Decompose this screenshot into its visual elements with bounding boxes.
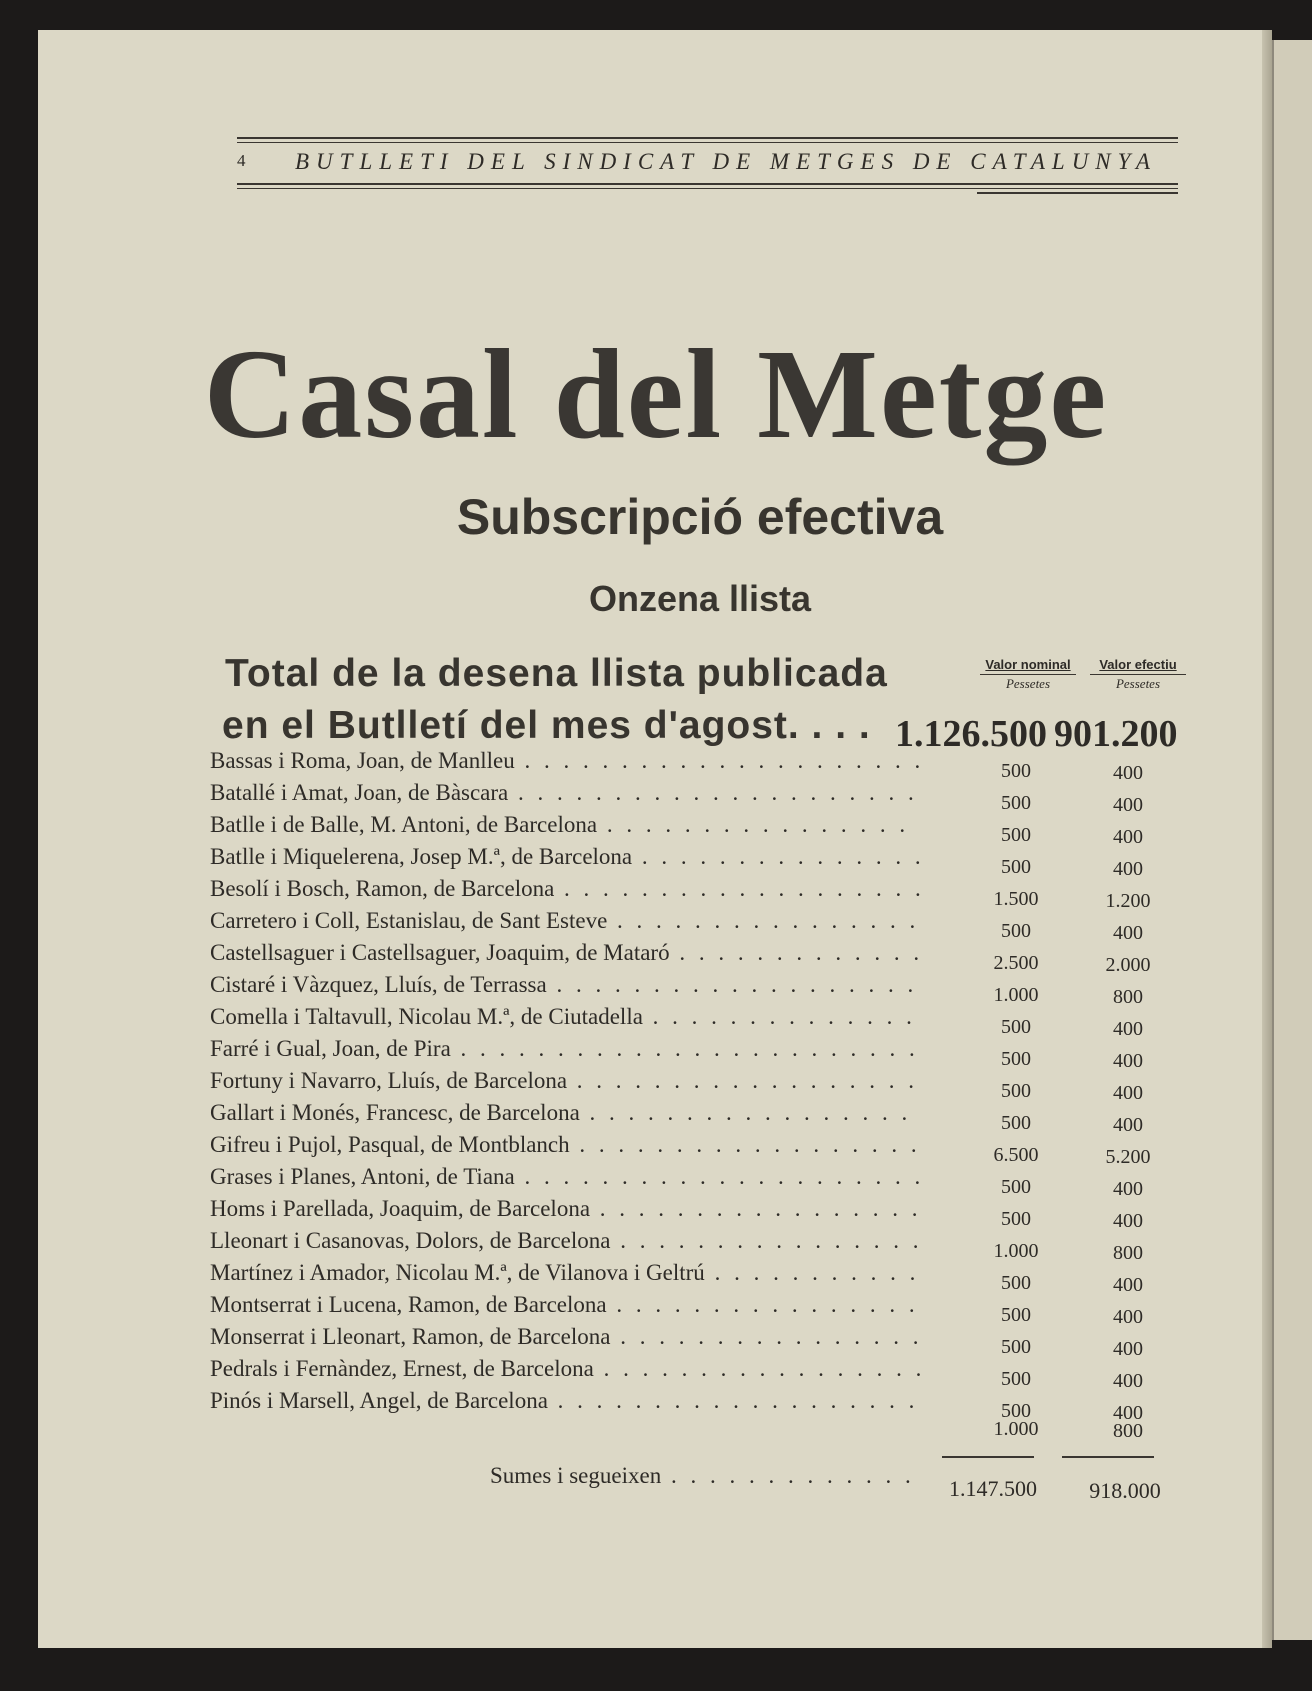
nominal-value: 500 bbox=[1001, 760, 1031, 782]
effective-value: 400 bbox=[1113, 1114, 1143, 1136]
subscriber-name: Comella i Taltavull, Nicolau M.ª, de Ciutadella . . . bbox=[210, 1004, 920, 1030]
list-item bbox=[210, 1068, 1190, 1104]
sum-rule-effective bbox=[1062, 1456, 1154, 1458]
previous-total-nominal: 1.126.500 bbox=[895, 713, 1047, 755]
nominal-header-label: Valor nominal bbox=[985, 657, 1071, 672]
list-item bbox=[210, 1164, 1190, 1200]
list-item-trailing-values bbox=[210, 1418, 1190, 1442]
nominal-value: 500 bbox=[1001, 1112, 1031, 1134]
header-rule bbox=[237, 142, 1178, 143]
subscriber-name: Besolí i Bosch, Ramon, de Barcelona . . . bbox=[210, 876, 920, 902]
effective-value: 400 bbox=[1113, 1082, 1143, 1104]
nominal-value: 500 bbox=[1001, 1368, 1031, 1390]
effective-value: 400 bbox=[1113, 1402, 1143, 1424]
list-item bbox=[210, 748, 1190, 784]
subscriber-name: Cistaré i Vàzquez, Lluís, de Terrassa . . . bbox=[210, 972, 920, 998]
subscriber-name: Batlle i Miquelerena, Josep M.ª, de Barcelona . . . bbox=[210, 844, 920, 870]
nominal-unit-label: Pessetes bbox=[980, 674, 1076, 692]
subtitle: Subscripció efectiva bbox=[456, 489, 944, 545]
list-item bbox=[210, 812, 1190, 848]
previous-total-effective: 901.200 bbox=[1054, 713, 1178, 755]
effective-unit-label: Pessetes bbox=[1090, 674, 1186, 692]
nominal-value: 1.000 bbox=[993, 1418, 1039, 1440]
list-item bbox=[210, 940, 1190, 976]
totals-effective: 918.000 bbox=[1089, 1478, 1161, 1503]
effective-value: 400 bbox=[1113, 858, 1143, 880]
list-item bbox=[210, 1100, 1190, 1136]
effective-value: 800 bbox=[1113, 1420, 1143, 1442]
list-item bbox=[210, 1260, 1190, 1296]
subscriber-name: Lleonart i Casanovas, Dolors, de Barcelona . . . bbox=[210, 1228, 920, 1254]
sum-rule-nominal bbox=[942, 1456, 1034, 1458]
nominal-value: 500 bbox=[1001, 1272, 1031, 1294]
subscriber-name: Pedrals i Fernàndez, Ernest, de Barcelona . . . bbox=[210, 1356, 920, 1382]
effective-value: 400 bbox=[1113, 826, 1143, 848]
subscriber-name: Carretero i Coll, Estanislau, de Sant Esteve . . . bbox=[210, 908, 920, 934]
page-number: 4 bbox=[237, 151, 246, 170]
list-item bbox=[210, 844, 1190, 880]
effective-value: 5.200 bbox=[1105, 1146, 1151, 1168]
next-page-edge bbox=[1272, 40, 1312, 1640]
header-rule bbox=[237, 137, 1178, 139]
subscriber-name: Batlle i de Balle, M. Antoni, de Barcelona . . . bbox=[210, 812, 920, 838]
effective-value: 800 bbox=[1113, 986, 1143, 1008]
effective-value: 400 bbox=[1113, 1274, 1143, 1296]
subscriber-name: Martínez i Amador, Nicolau M.ª, de Vilanova i Geltrú . . . bbox=[210, 1260, 920, 1286]
effective-value: 400 bbox=[1113, 762, 1143, 784]
subscriber-list bbox=[210, 748, 1190, 1442]
subscriber-name: Pinós i Marsell, Angel, de Barcelona . . . bbox=[210, 1388, 920, 1414]
subscriber-name: Gallart i Monés, Francesc, de Barcelona . . . bbox=[210, 1100, 920, 1126]
nominal-value: 500 bbox=[1001, 1016, 1031, 1038]
subscriber-name: Monserrat i Lleonart, Ramon, de Barcelona . . . bbox=[210, 1324, 920, 1350]
subscriber-name: Montserrat i Lucena, Ramon, de Barcelona . . . bbox=[210, 1292, 920, 1318]
effective-column-header bbox=[1090, 657, 1186, 692]
list-item bbox=[210, 908, 1190, 944]
list-item bbox=[210, 1196, 1190, 1232]
header-rule bbox=[977, 192, 1178, 194]
nominal-value: 500 bbox=[1001, 1048, 1031, 1070]
effective-value: 400 bbox=[1113, 1306, 1143, 1328]
list-item bbox=[210, 1132, 1190, 1168]
nominal-value: 500 bbox=[1001, 824, 1031, 846]
nominal-value: 500 bbox=[1001, 920, 1031, 942]
list-item bbox=[210, 1324, 1190, 1360]
nominal-value: 500 bbox=[1001, 792, 1031, 814]
totals-label: Sumes i segueixen . . . bbox=[490, 1463, 920, 1489]
page-title: Casal del Metge bbox=[203, 323, 1109, 465]
list-item bbox=[210, 1356, 1190, 1392]
list-item bbox=[210, 972, 1190, 1008]
subscriber-name: Grases i Planes, Antoni, de Tiana . . . bbox=[210, 1164, 920, 1190]
list-title: Onzena llista bbox=[588, 578, 812, 619]
effective-value: 400 bbox=[1113, 794, 1143, 816]
nominal-value: 6.500 bbox=[993, 1144, 1039, 1166]
subscriber-name: Bassas i Roma, Joan, de Manlleu . . . bbox=[210, 748, 920, 774]
effective-value: 2.000 bbox=[1105, 954, 1151, 976]
effective-value: 1.200 bbox=[1105, 890, 1151, 912]
effective-value: 400 bbox=[1113, 1370, 1143, 1392]
nominal-value: 500 bbox=[1001, 856, 1031, 878]
effective-value: 800 bbox=[1113, 1242, 1143, 1264]
list-item bbox=[210, 876, 1190, 912]
effective-value: 400 bbox=[1113, 1178, 1143, 1200]
effective-value: 400 bbox=[1113, 1210, 1143, 1232]
subscriber-name: Fortuny i Navarro, Lluís, de Barcelona . . . bbox=[210, 1068, 920, 1094]
effective-value: 400 bbox=[1113, 1338, 1143, 1360]
nominal-value: 1.000 bbox=[993, 984, 1039, 1006]
totals-nominal: 1.147.500 bbox=[949, 1476, 1037, 1501]
subscriber-name: Farré i Gual, Joan, de Pira . . . bbox=[210, 1036, 920, 1062]
nominal-value: 2.500 bbox=[993, 952, 1039, 974]
effective-value: 400 bbox=[1113, 922, 1143, 944]
subscriber-name: Castellsaguer i Castellsaguer, Joaquim, de Mataró . . . bbox=[210, 940, 920, 966]
nominal-value: 500 bbox=[1001, 1176, 1031, 1198]
list-item bbox=[210, 1388, 1190, 1424]
list-item bbox=[210, 1292, 1190, 1328]
subscriber-name: Homs i Parellada, Joaquim, de Barcelona . . . bbox=[210, 1196, 920, 1222]
page-spine bbox=[1262, 30, 1272, 1648]
effective-header-label: Valor efectiu bbox=[1099, 657, 1177, 672]
effective-value: 400 bbox=[1113, 1018, 1143, 1040]
list-item bbox=[210, 1004, 1190, 1040]
list-item bbox=[210, 780, 1190, 816]
list-item bbox=[210, 1228, 1190, 1264]
nominal-value: 500 bbox=[1001, 1304, 1031, 1326]
running-header bbox=[237, 137, 1178, 203]
running-title: BUTLLETI DEL SINDICAT DE METGES DE CATALUNYA bbox=[295, 149, 1157, 174]
previous-total-label-line2: en el Butlletí del mes d'agost. . . . bbox=[222, 704, 871, 747]
nominal-value: 1.500 bbox=[993, 888, 1039, 910]
header-rule bbox=[237, 188, 1178, 189]
subscriber-name: Gifreu i Pujol, Pasqual, de Montblanch . . . bbox=[210, 1132, 920, 1158]
nominal-value: 500 bbox=[1001, 1400, 1031, 1422]
list-item bbox=[210, 1036, 1190, 1072]
nominal-value: 500 bbox=[1001, 1208, 1031, 1230]
subscriber-name: Batallé i Amat, Joan, de Bàscara . . . bbox=[210, 780, 920, 806]
nominal-column-header bbox=[980, 657, 1076, 692]
effective-value: 400 bbox=[1113, 1050, 1143, 1072]
header-rule bbox=[237, 183, 1178, 185]
nominal-value: 1.000 bbox=[993, 1240, 1039, 1262]
previous-total-label-line1: Total de la desena llista publicada bbox=[225, 652, 888, 695]
nominal-value: 500 bbox=[1001, 1080, 1031, 1102]
nominal-value: 500 bbox=[1001, 1336, 1031, 1358]
